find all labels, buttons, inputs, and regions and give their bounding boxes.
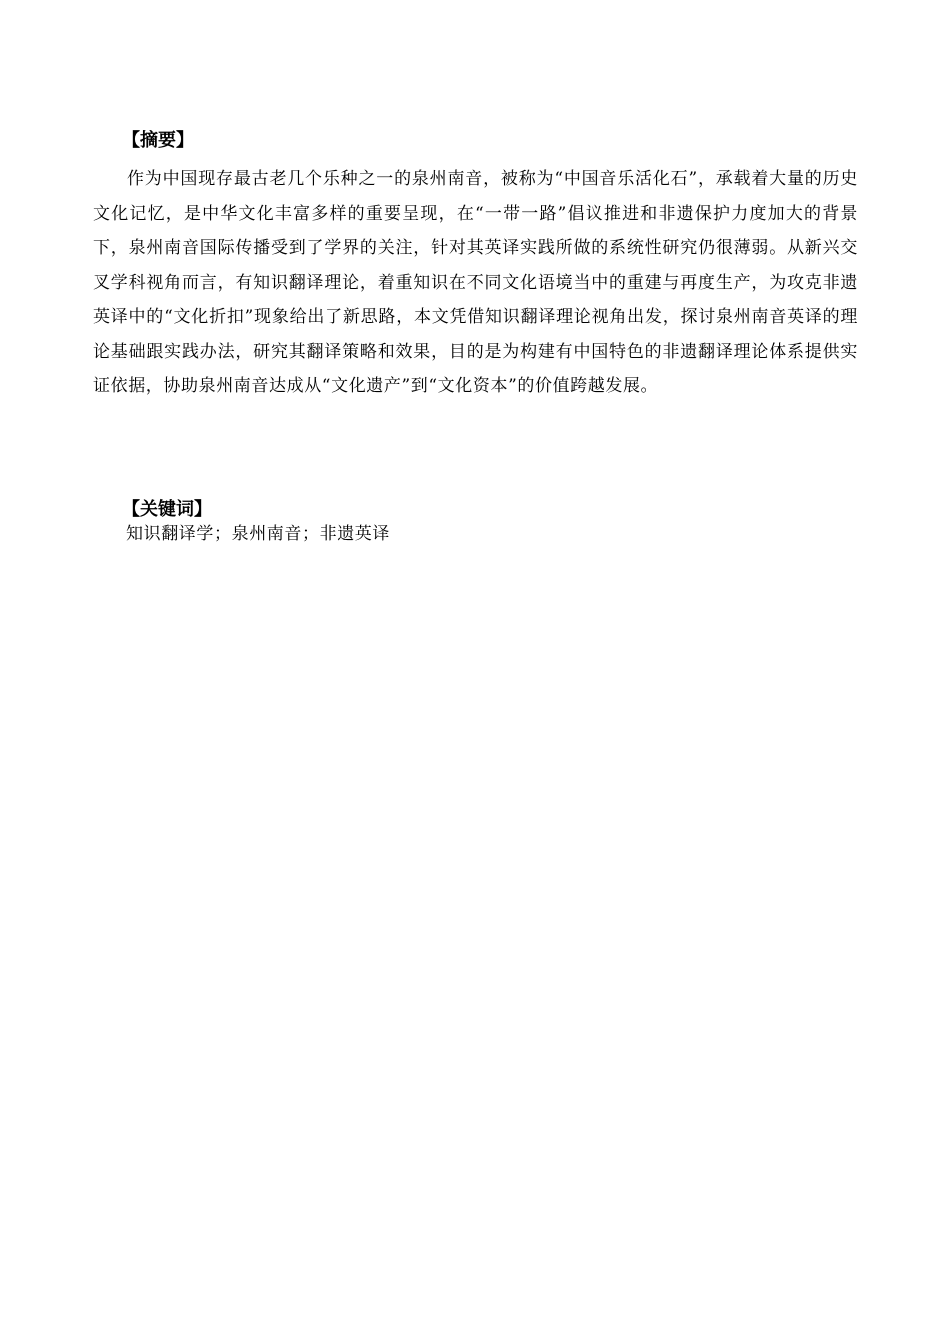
abstract-heading: 【摘要】 [122,130,194,151]
keywords-heading: 【关键词】 [122,499,212,520]
keywords-body: 知识翻译学；泉州南音；非遗英译 [126,524,390,544]
abstract-body: 作为中国现存最古老几个乐种之一的泉州南音，被称为“中国音乐活化石”，承载着大量的历史文化记忆，是中华文化丰富多样的重要呈现，在“一带一路”倡议推进和非遗保护力度加大的背景下，泉州南音国际传播受到了学界的关注，针对其英译实践所做的系统性研究仍很薄弱。从新兴交叉学科视角而言，有知识翻译理论，着重知识在不同文化语境当中的重建与再度生产，为攻克非遗英译中的“文化折扣”现象给出了新思路，本文凭借知识翻译理论视角出发，探讨泉州南音英译的理论基础跟实践办法，研究其翻译策略和效果，目的是为构建有中国特色的非遗翻译理论体系提供实证依据，协助泉州南音达成从“文化遗产”到“文化资本”的价值跨越发展。 [93,169,858,396]
